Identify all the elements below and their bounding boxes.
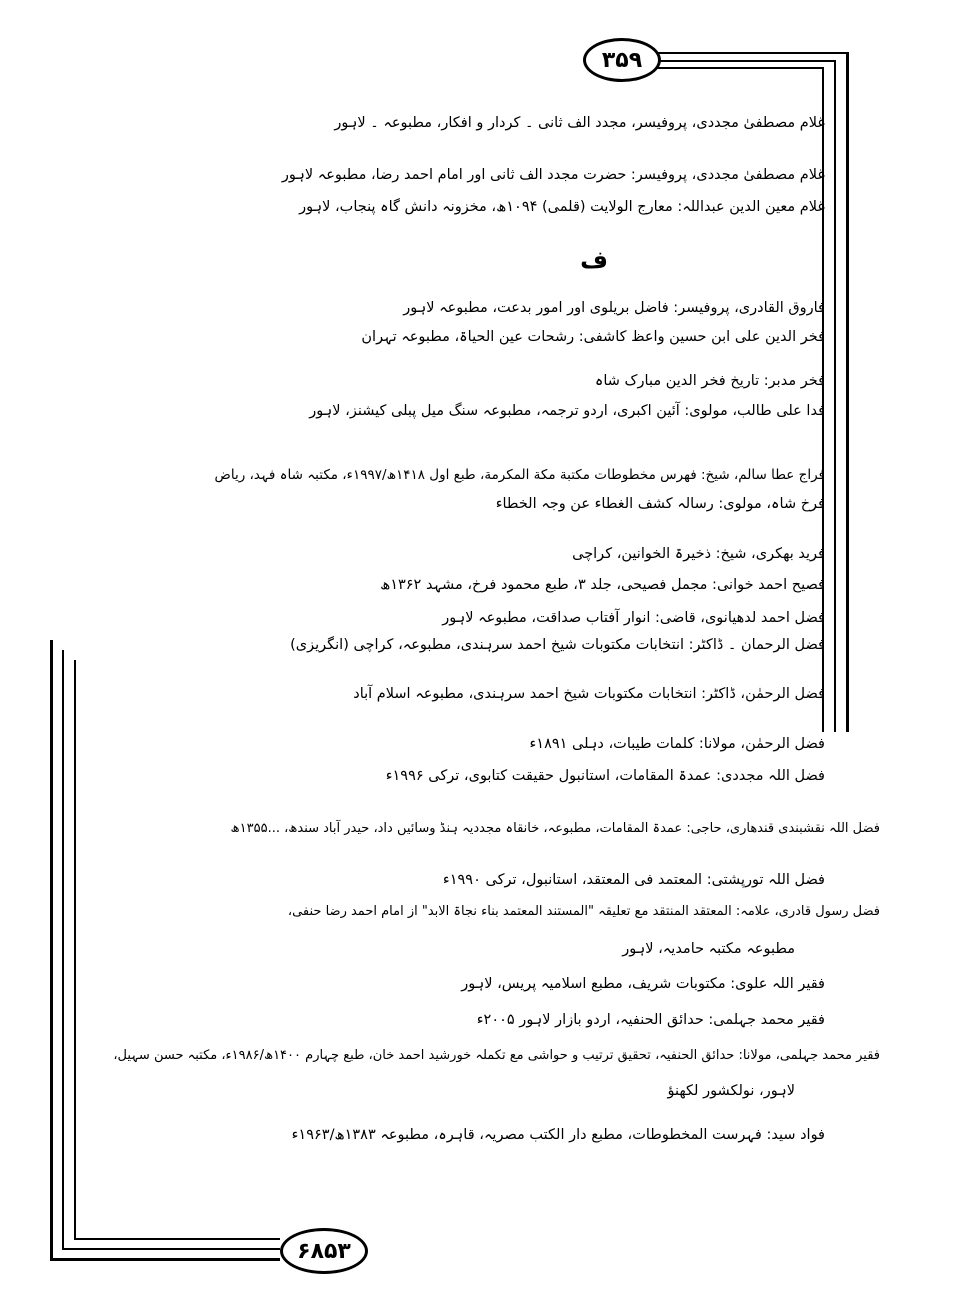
bibliography-entry-continuation: لاہور، نولکشور لکھنؤ [667, 1083, 795, 1099]
bibliography-list [95, 0, 880, 1307]
bibliography-entry: فقیر اللہ علوی: مکتوبات شریف، مطبع اسلامیہ پریس، لاہور [461, 976, 825, 992]
bibliography-entry: غلام مصطفیٰ مجددی، پروفیسر، مجدد الف ثانی ۔ کردار و افکار، مطبوعہ ۔ لاہور [334, 115, 825, 131]
bibliography-entry: فرید بھکری، شیخ: ذخیرۃ الخوانین، کراچی [572, 546, 825, 562]
bibliography-entry: فصیح احمد خوانی: مجمل فصیحی، جلد ۳، طبع محمود فرخ، مشہد ۱۳۶۲ھ [380, 577, 825, 593]
bibliography-entry: فقیر محمد جہلمی: حدائق الحنفیہ، اردو بازار لاہور ۲۰۰۵ء [476, 1012, 825, 1028]
page-number-top: ۳۵۹ [583, 38, 661, 82]
bibliography-entry: فخر مدبر: تاریخ فخر الدین مبارک شاہ [594, 373, 825, 389]
bibliography-entry: فواد سید: فہرست المخطوطات، مطبع دار الکتب مصریہ، قاہرہ، مطبوعہ ۱۳۸۳ھ/۱۹۶۳ء [291, 1127, 825, 1143]
bibliography-entry: فضل الرحمٰن، مولانا: کلمات طیبات، دہلی ۱۸۹۱ء [529, 736, 825, 752]
bibliography-entry: فراج عطا سالم، شیخ: فهرس مخطوطات مكتبة مكة المكرمة، طبع اول ۱۴۱۸ھ/۱۹۹۷ء، مکتبہ شاہ فہد، ریاض [214, 467, 825, 483]
section-letter: ف [580, 246, 608, 274]
frame-right-line-1 [846, 52, 849, 732]
bibliography-entry: فضل اللہ تورپشتی: المعتمد فی المعتقد، استانبول، ترکی ۱۹۹۰ء [442, 872, 825, 888]
frame-right-line-2 [834, 60, 836, 732]
frame-left-line-3 [74, 660, 76, 1240]
frame-left-line-1 [50, 640, 53, 1260]
bibliography-entry-continuation: مطبوعہ مکتبہ حامدیہ، لاہور [622, 941, 795, 957]
bibliography-entry: غلام معین الدین عبداللہ: معارج الولایت (قلمی) ۱۰۹۴ھ، مخزونہ دانش گاہ پنجاب، لاہور [299, 199, 825, 215]
bibliography-entry: فاروق القادری، پروفیسر: فاضل بریلوی اور امور بدعت، مطبوعہ لاہور [403, 300, 825, 316]
bibliography-entry: فخر الدین علی ابن حسین واعظ کاشفی: رشحات عین الحیاۃ، مطبوعہ تہران [361, 329, 825, 345]
page-number-bottom: ۶۸۵۳ [280, 1228, 368, 1274]
bibliography-entry: فضل اللہ نقشبندی قندھاری، حاجی: عمدۃ المقامات، مطبوعہ، خانقاہ مجددیہ ہنڈ وسائیں داد، حیدر آباد سندھ، ...۱۳۵۵ھ [230, 821, 880, 836]
frame-left-line-2 [62, 650, 64, 1250]
bibliography-entry: فقیر محمد جہلمی، مولانا: حدائق الحنفیہ، تحقیق ترتیب و حواشی مع تکملہ خورشید احمد خان، طبع چہارم ۱۴۰۰ھ/۱۹۸۶ء، مکتبہ حسن سہیل، [113, 1048, 880, 1063]
bibliography-entry: فضل رسول قادری، علامہ: المعتقد المنتقد مع تعلیقہ "المستند المعتمد بناء نجاۃ الابد" از امام احمد رضا حنفی، [287, 904, 880, 919]
bibliography-entry: فضل احمد لدھیانوی، قاضی: انوار آفتاب صداقت، مطبوعہ لاہور [442, 610, 825, 626]
bibliography-entry: فضل اللہ مجددی: عمدۃ المقامات، استانبول حقیقت کتابوی، ترکی ۱۹۹۶ء [385, 768, 825, 784]
bibliography-entry: فرخ شاہ، مولوی: رسالہ کشف الغطاء عن وجہ الخطاء [495, 496, 825, 512]
bibliography-entry: فدا علی طالب، مولوی: آئین اکبری، اردو ترجمہ، مطبوعہ سنگ میل پبلی کیشنز، لاہور [309, 403, 825, 419]
bibliography-entry: غلام مصطفیٰ مجددی، پروفیسر: حضرت مجدد الف ثانی اور امام احمد رضا، مطبوعہ لاہور [281, 167, 825, 183]
bibliography-entry: فضل الرحمٰن، ڈاکٹر: انتخابات مکتوبات شیخ احمد سرہندی، مطبوعہ اسلام آباد [353, 686, 825, 702]
bibliography-entry: فضل الرحمان ۔ ڈاکٹر: انتخابات مکتوبات شیخ احمد سرہندی، مطبوعہ، کراچی (انگریزی) [290, 637, 825, 653]
